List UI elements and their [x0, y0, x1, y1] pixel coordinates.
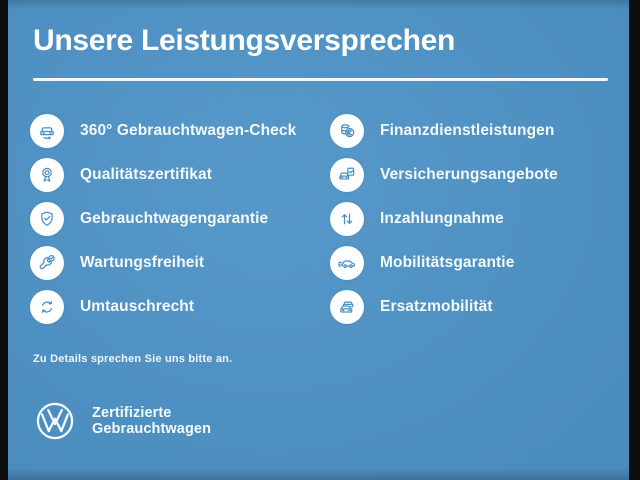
list-item-label: Gebrauchtwagengarantie: [80, 210, 269, 227]
warranty-shield-icon: [30, 202, 64, 236]
page-title: Unsere Leistungsversprechen: [33, 24, 456, 57]
finance-coins-icon: [330, 114, 364, 148]
insurance-car-doc-icon: [330, 158, 364, 192]
blue-panel: [8, 0, 629, 480]
details-note: Zu Details sprechen Sie uns bitte an.: [33, 353, 233, 365]
list-item-label: Wartungsfreiheit: [80, 254, 205, 271]
car-360-check-icon: [30, 114, 64, 148]
exchange-arrows-icon: [30, 290, 64, 324]
list-item-label: Mobilitätsgarantie: [380, 254, 515, 271]
list-item-label: Finanzdienstleistungen: [380, 122, 555, 139]
list-item: [30, 202, 315, 236]
list-item: [330, 202, 620, 236]
list-item: [330, 246, 620, 280]
brand-text: [92, 405, 211, 437]
list-item: [330, 114, 620, 148]
list-item-label: Umtauschrecht: [80, 298, 195, 315]
trade-in-arrows-icon: [330, 202, 364, 236]
list-item-label: Ersatzmobilität: [380, 298, 493, 315]
list-item-label: Versicherungsangebote: [380, 166, 558, 183]
list-item: [30, 290, 315, 324]
title-divider: [33, 78, 608, 81]
brand-line2: Gebrauchtwagen: [92, 421, 212, 437]
promise-list-right: [330, 114, 620, 324]
quality-certificate-icon: [30, 158, 64, 192]
list-item: [30, 246, 315, 280]
list-item-label: Inzahlungnahme: [380, 210, 504, 227]
promise-list-left: [30, 114, 315, 324]
vw-logo-icon: [34, 400, 76, 442]
list-item: [30, 114, 315, 148]
brand-footer: [34, 400, 211, 442]
mobility-car-icon: [330, 246, 364, 280]
replacement-cars-icon: [330, 290, 364, 324]
list-item-label: Qualitätszertifikat: [80, 166, 212, 183]
list-item: [330, 290, 620, 324]
list-item: [330, 158, 620, 192]
list-item: [30, 158, 315, 192]
list-item-label: 360° Gebrauchtwagen-Check: [80, 122, 297, 139]
maintenance-wrench-icon: [30, 246, 64, 280]
brand-line1: Zertifizierte: [92, 405, 172, 421]
